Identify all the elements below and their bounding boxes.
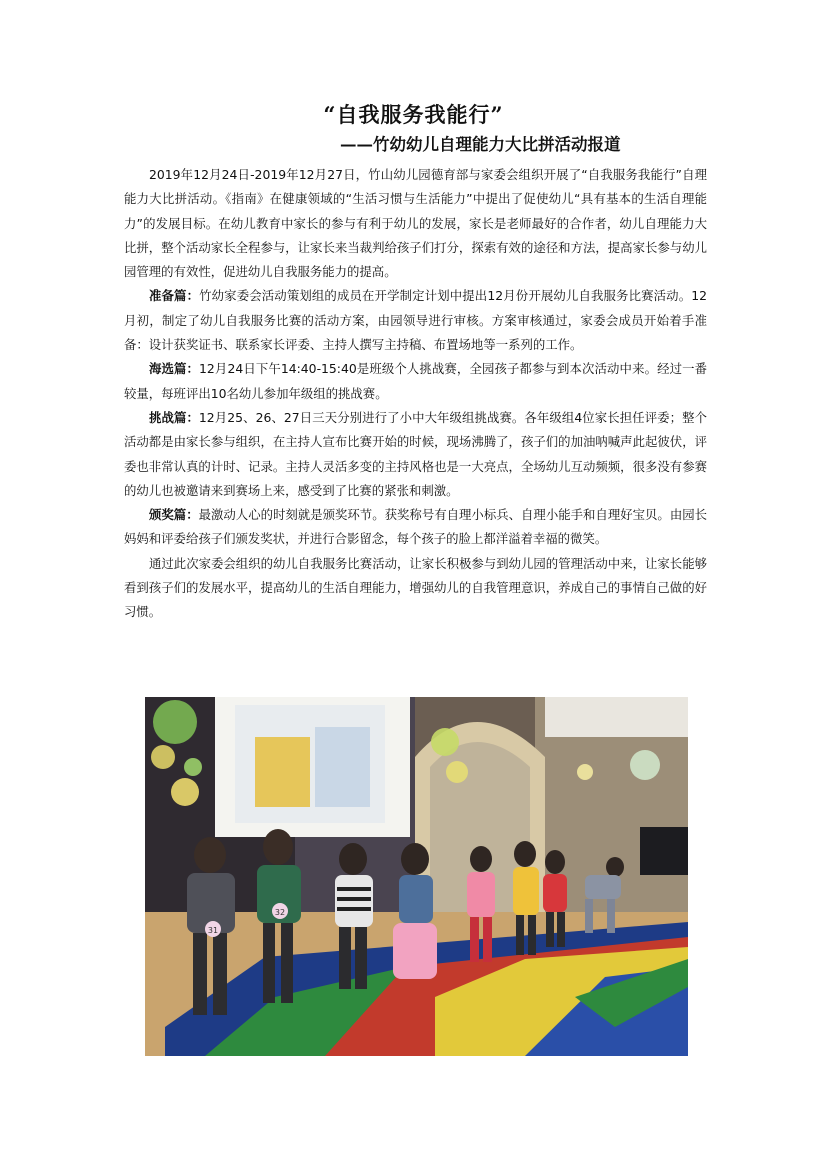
event-photo [145,697,688,1056]
paragraph-text: 竹幼家委会活动策划组的成员在开学制定计划中提出12月份开展幼儿自我服务比赛活动。12月初，制定了幼儿自我服务比赛的活动方案，由园领导进行审核。方案审核通过，家委会成员开始着手准备：设计获奖证书、联系家长评委、主持人撰写主持稿、布置场地等一系列的工作。 [124,288,707,353]
page-subtitle: ——竹幼幼儿自理能力大比拼活动报道 [340,135,621,154]
section-label: 颁奖篇： [149,507,199,523]
bib-number: 32 [274,908,286,917]
section-label: 准备篇： [149,288,200,304]
section-label: 海选篇： [149,361,200,377]
paragraph-text: 2019年12月24日-2019年12月27日，竹山幼儿园德育部与家委会组织开展了“自我服务我能行”自理能力大比拼活动。《指南》在健康领域的“生活习惯与生活能力”中提出了促使幼儿“具有基本的生活自理能力”的发展目标。在幼儿教育中家长的参与有利于幼儿的发展，家长是老师最好的合作者，幼儿自理能力大比拼，整个活动家长全程参与，让家长来当裁判给孩子们打分，探索有效的途径和方法，提高家长参与幼儿园管理的有效性，促进幼儿自我服务能力的提高。 [124,167,707,280]
page-title: “自我服务我能行” [323,102,504,127]
paragraph-preparation [124,284,707,357]
paragraph-conclusion [124,552,707,625]
bib-number: 31 [207,926,219,935]
paragraph-text: 通过此次家委会组织的幼儿自我服务比赛活动，让家长积极参与到幼儿园的管理活动中来，让家长能够看到孩子们的发展水平，提高幼儿的生活自理能力，增强幼儿的自我管理意识，养成自己的事情自己做的好习惯。 [124,555,707,620]
paragraph-selection [124,357,707,406]
paragraph-text: 最激动人心的时刻就是颁奖环节。获奖称号有自理小标兵、自理小能手和自理好宝贝。由园长妈妈和评委给孩子们颁发奖状，并进行合影留念，每个孩子的脸上都洋溢着幸福的微笑。 [124,507,708,547]
paragraph-text: 12月25、26、27日三天分别进行了小中大年级组挑战赛。各年级组4位家长担任评委；整个活动都是由家长参与组织，在主持人宣布比赛开始的时候，现场沸腾了，孩子们的加油呐喊声此起彼伏，评委也非常认真的计时、记录。主持人灵活多变的主持风格也是一大亮点，全场幼儿互动频频，很多没有参赛的幼儿也被邀请来到赛场上来，感受到了比赛的紧张和刺激。 [124,409,708,498]
article-body [124,163,707,625]
section-label: 挑战篇： [149,409,199,425]
paragraph-intro [124,163,707,284]
paragraph-text: 12月24日下午14:40-15:40是班级个人挑战赛，全园孩子都参与到本次活动中来。经过一番较量，每班评出10名幼儿参加年级组的挑战赛。 [124,361,708,401]
paragraph-challenge [124,406,707,503]
paragraph-awards [124,503,707,552]
